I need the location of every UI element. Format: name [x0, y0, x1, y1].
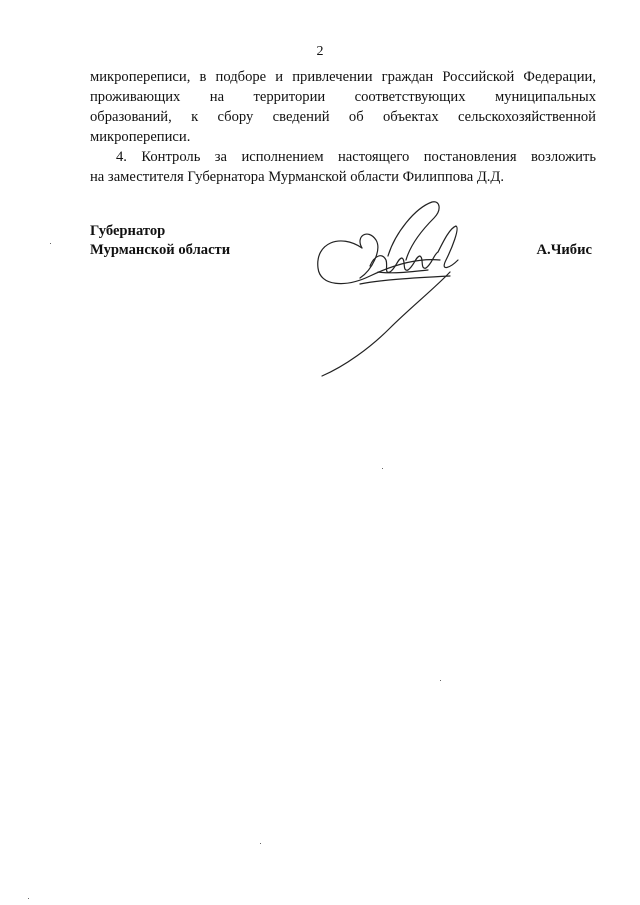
body-line-1: микропереписи, в подборе и привлечении граждан Российской Федерации,	[90, 69, 596, 85]
page-number: 2	[316, 44, 324, 59]
signer-name: А.Чибис	[536, 242, 592, 258]
document-body	[90, 67, 596, 187]
body-line-4: микропереписи.	[90, 129, 191, 145]
scan-speck	[50, 243, 51, 244]
signatory-position	[90, 222, 230, 260]
scan-speck	[28, 898, 29, 899]
position-line-2: Мурманской области	[90, 242, 231, 258]
scan-speck	[440, 680, 441, 681]
body-line-6: на заместителя Губернатора Мурманской области Филиппова Д.Д.	[90, 169, 505, 185]
body-line-3: образований, к сбору сведений об объектах сельскохозяйственной	[90, 109, 596, 125]
body-line-2: проживающих на территории соответствующих муниципальных	[90, 89, 596, 105]
handwritten-signature-icon	[300, 188, 490, 388]
body-line-5: 4. Контроль за исполнением настоящего постановления возложить	[116, 149, 596, 165]
scan-speck	[260, 843, 261, 844]
scan-speck	[382, 468, 383, 469]
position-line-1: Губернатор	[90, 223, 166, 239]
